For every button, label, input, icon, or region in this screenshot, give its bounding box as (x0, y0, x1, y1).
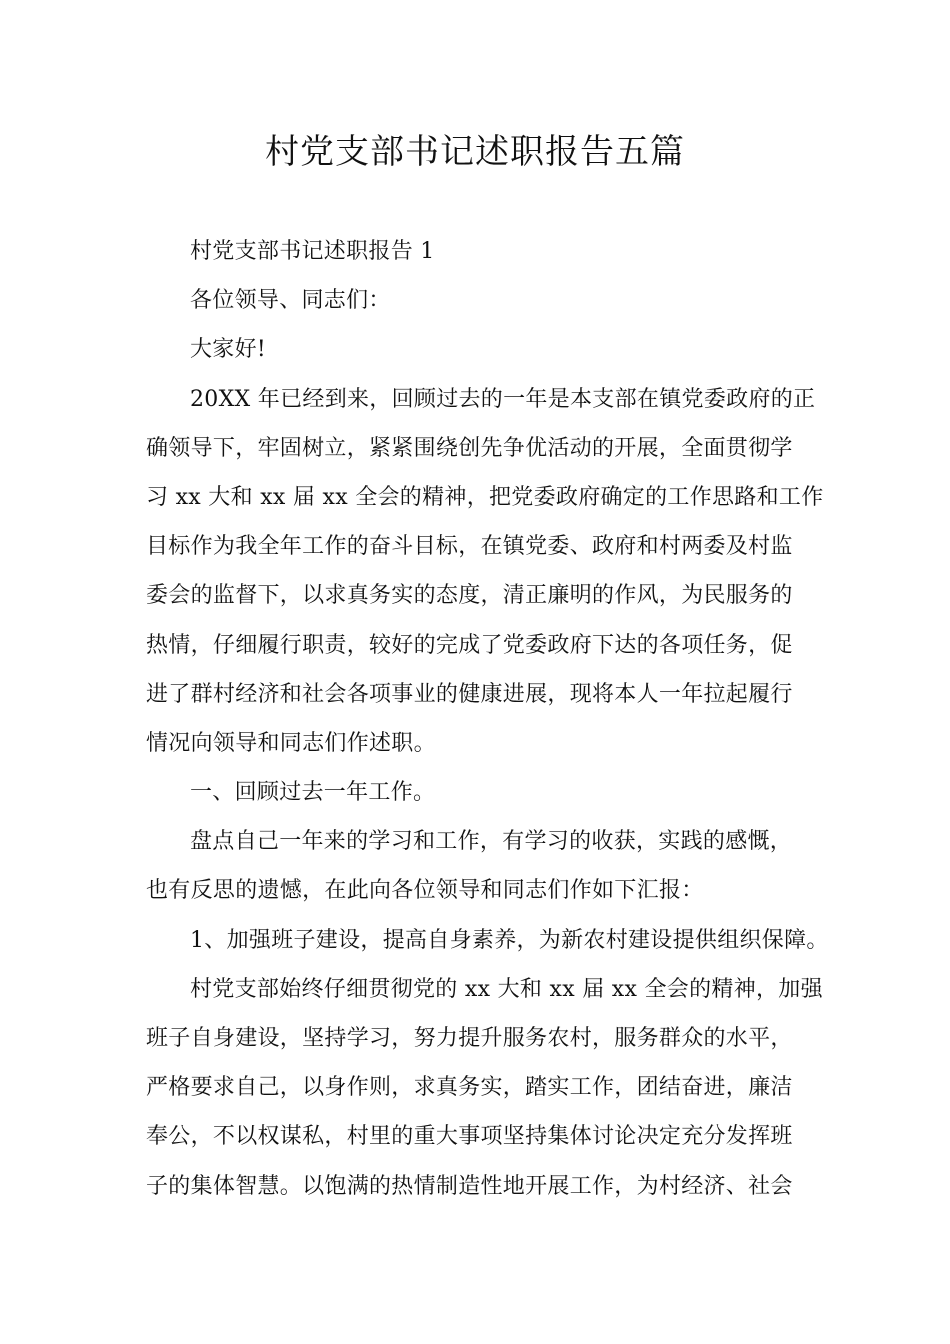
paragraph-line: 村党支部始终仔细贯彻党的 xx 大和 xx 届 xx 全会的精神，加强 (190, 976, 823, 1002)
paragraph-line: 也有反思的遗憾，在此向各位领导和同志们作如下汇报： (146, 878, 704, 904)
paragraph-line: 习 xx 大和 xx 届 xx 全会的精神，把党委政府确定的工作思路和工作 (146, 484, 824, 510)
paragraph-line: 20XX 年已经到来，回顾过去的一年是本支部在镇党委政府的正 (190, 386, 816, 412)
paragraph-line: 奉公，不以权谋私，村里的重大事项坚持集体讨论决定充分发挥班 (146, 1124, 793, 1150)
paragraph-line: 委会的监督下，以求真务实的态度，清正廉明的作风，为民服务的 (146, 583, 793, 609)
paragraph-line: 情况向领导和同志们作述职。 (146, 730, 436, 756)
paragraph-line: 盘点自己一年来的学习和工作，有学习的收获，实践的感慨， (190, 829, 793, 855)
paragraph-line: 班子自身建设，坚持学习，努力提升服务农村，服务群众的水平， (146, 1026, 793, 1051)
report-subheading: 村党支部书记述职报告 1 (190, 239, 435, 264)
document-body (146, 227, 829, 1211)
paragraph-line: 子的集体智慧。以饱满的热情制造性地开展工作，为村经济、社会 (146, 1173, 793, 1199)
greeting-line: 大家好! (190, 337, 267, 363)
subsection-heading: 1、加强班子建设，提高自身素养，为新农村建设提供组织保障。 (190, 927, 829, 953)
paragraph-line: 热情，仔细履行职责，较好的完成了党委政府下达的各项任务，促 (146, 632, 793, 658)
section-heading: 一、回顾过去一年工作。 (190, 780, 436, 806)
document-title: 村党支部书记述职报告五篇 (265, 132, 685, 172)
paragraph-line: 进了群村经济和社会各项事业的健康进展，现将本人一年拉起履行 (146, 681, 793, 707)
paragraph-line: 确领导下，牢固树立，紧紧围绕创先争优活动的开展，全面贯彻学 (146, 435, 793, 461)
salutation-line: 各位领导、同志们： (190, 288, 391, 314)
paragraph-line: 严格要求自己，以身作则，求真务实，踏实工作，团结奋进，廉洁 (146, 1075, 793, 1101)
paragraph-line: 目标作为我全年工作的奋斗目标，在镇党委、政府和村两委及村监 (146, 534, 793, 560)
